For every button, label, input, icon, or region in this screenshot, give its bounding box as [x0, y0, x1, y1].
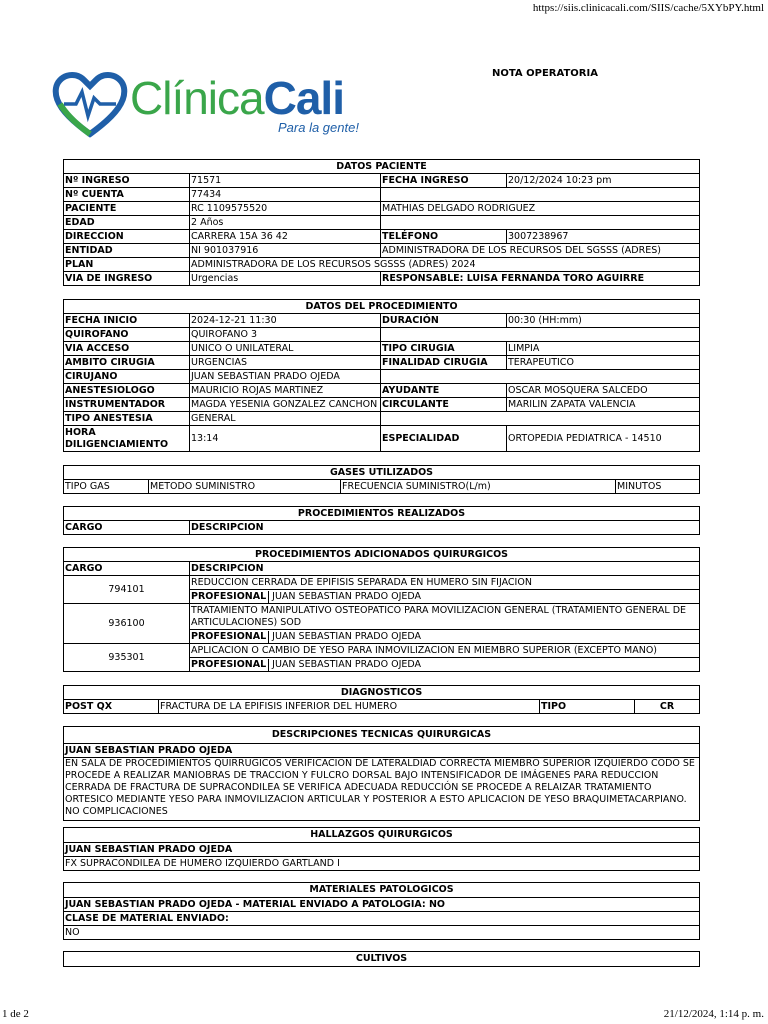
procedure-description: APLICACION O CAMBIO DE YESO PARA INMOVILIZACION EN MIEMBRO SUPERIOR (EXCEPTO MANO)	[190, 644, 700, 658]
section-header: MATERIALES PATOLOGICOS	[64, 883, 700, 898]
value: JUAN SEBASTIAN PRADO OJEDA	[190, 370, 381, 384]
clase-material-value: NO	[64, 926, 700, 940]
label: DURACIÓN	[381, 314, 507, 328]
label: CIRCULANTE	[381, 398, 507, 412]
value: 3007238967	[507, 230, 700, 244]
responsable: RESPONSABLE: LUISA FERNANDA TORO AGUIRRE	[381, 272, 700, 286]
surgeon-name: JUAN SEBASTIAN PRADO OJEDA	[64, 843, 700, 857]
label: PLAN	[64, 258, 190, 272]
table-row	[64, 328, 700, 342]
logo-wordmark: ClínicaCali	[130, 72, 344, 124]
procedure-description: TRATAMIENTO MANIPULATIVO OSTEOPATICO PARA MOVILIZACION GENERAL (TRATAMIENTO GENERAL DE ARTICULACIONES) SOD	[190, 604, 700, 630]
logo-tagline: Para la gente!	[278, 120, 359, 135]
value: 2 Años	[190, 216, 381, 230]
materiales-table	[63, 882, 700, 940]
table-row	[64, 258, 700, 272]
table-row	[64, 342, 700, 356]
value: 71571	[190, 174, 381, 188]
table-row	[64, 272, 700, 286]
cargo-code: 935301	[64, 644, 190, 672]
table-row	[64, 926, 700, 940]
value: URGENCIAS	[190, 356, 381, 370]
label: VIA ACCESO	[64, 342, 190, 356]
value: ORTOPEDIA PEDIATRICA - 14510	[507, 426, 700, 452]
table-row	[64, 426, 700, 452]
table-row	[64, 412, 700, 426]
profesional-name: JUAN SEBASTIAN PRADO OJEDA	[272, 658, 422, 670]
profesional-label: PROFESIONAL	[191, 631, 269, 643]
table-row	[64, 356, 700, 370]
table-row	[64, 202, 700, 216]
value: RC 1109575520	[190, 202, 381, 216]
table-row	[64, 562, 700, 576]
section-header: DIAGNOSTICOS	[64, 686, 700, 700]
surgeon-name: JUAN SEBASTIAN PRADO OJEDA	[64, 744, 700, 758]
datos-paciente-table	[63, 159, 700, 286]
label: QUIROFANO	[64, 328, 190, 342]
label: TIPO	[540, 700, 635, 714]
value: Urgencias	[190, 272, 381, 286]
label: ENTIDAD	[64, 244, 190, 258]
value: MATHIAS DELGADO RODRIGUEZ	[381, 202, 700, 216]
procedure-description: REDUCCION CERRADA DE EPIFISIS SEPARADA EN HUMERO SIN FIJACION	[190, 576, 700, 590]
tipo-value: CR	[635, 700, 700, 714]
value: 77434	[190, 188, 381, 202]
table-row	[64, 857, 700, 871]
value: MAGDA YESENIA GONZALEZ CANCHON	[190, 398, 381, 412]
table-row	[64, 244, 700, 258]
procedimiento-table	[63, 299, 700, 452]
table-row	[64, 480, 700, 494]
value: ADMINISTRADORA DE LOS RECURSOS SGSSS (ADRES) 2024	[190, 258, 700, 272]
value: UNICO O UNILATERAL	[190, 342, 381, 356]
section-header: PROCEDIMIENTOS REALIZADOS	[64, 507, 700, 521]
label: TELÉFONO	[381, 230, 507, 244]
table-row	[64, 843, 700, 857]
label: HORA DILIGENCIAMIENTO	[64, 426, 190, 452]
section-header: DESCRIPCIONES TECNICAS QUIRURGICAS	[64, 727, 700, 744]
label: ESPECIALIDAD	[381, 426, 507, 452]
profesional-label: PROFESIONAL	[191, 591, 269, 603]
col-header: METODO SUMINISTRO	[149, 480, 341, 494]
value: MAURICIO ROJAS MARTINEZ	[190, 384, 381, 398]
value: NI 901037916	[190, 244, 381, 258]
label: INSTRUMENTADOR	[64, 398, 190, 412]
table-row	[64, 604, 700, 630]
section-header: DATOS PACIENTE	[64, 160, 700, 174]
realizados-table	[63, 506, 700, 535]
value: 20/12/2024 10:23 pm	[507, 174, 700, 188]
col-header: CARGO	[64, 562, 190, 576]
label: TIPO ANESTESIA	[64, 412, 190, 426]
label: FECHA INGRESO	[381, 174, 507, 188]
value: CARRERA 15A 36 42	[190, 230, 381, 244]
page-number: 1 de 2	[2, 1008, 29, 1020]
table-row	[64, 174, 700, 188]
gases-table	[63, 465, 700, 494]
label: AYUDANTE	[381, 384, 507, 398]
descripciones-table	[63, 726, 700, 821]
label: FINALIDAD CIRUGIA	[381, 356, 507, 370]
label: CIRUJANO	[64, 370, 190, 384]
page-url: https://siis.clinicacali.com/SIIS/cache/5XYbPY.html	[532, 2, 764, 14]
clase-material-label: CLASE DE MATERIAL ENVIADO:	[64, 912, 700, 926]
label: VIA DE INGRESO	[64, 272, 190, 286]
table-row	[64, 898, 700, 912]
profesional-cell	[190, 590, 700, 604]
value: 13:14	[190, 426, 381, 452]
table-row	[64, 230, 700, 244]
col-header: DESCRIPCION	[190, 521, 700, 535]
value: QUIROFANO 3	[190, 328, 381, 342]
label: ANESTESIOLOGO	[64, 384, 190, 398]
material-enviado: JUAN SEBASTIAN PRADO OJEDA - MATERIAL ENVIADO A PATOLOGIA: NO	[64, 898, 700, 912]
label: AMBITO CIRUGIA	[64, 356, 190, 370]
label: PACIENTE	[64, 202, 190, 216]
value: LIMPIA	[507, 342, 700, 356]
clinica-cali-logo	[52, 70, 382, 140]
value: 00:30 (HH:mm)	[507, 314, 700, 328]
table-row	[64, 314, 700, 328]
section-header: GASES UTILIZADOS	[64, 466, 700, 480]
section-header: PROCEDIMIENTOS ADICIONADOS QUIRURGICOS	[64, 548, 700, 562]
table-row	[64, 521, 700, 535]
value: OSCAR MOSQUERA SALCEDO	[507, 384, 700, 398]
profesional-cell	[190, 658, 700, 672]
table-row	[64, 188, 700, 202]
cargo-code: 794101	[64, 576, 190, 604]
value: GENERAL	[190, 412, 381, 426]
profesional-cell	[190, 630, 700, 644]
value: MARILIN ZAPATA VALENCIA	[507, 398, 700, 412]
profesional-name: JUAN SEBASTIAN PRADO OJEDA	[272, 590, 422, 602]
label: TIPO CIRUGIA	[381, 342, 507, 356]
document-title: NOTA OPERATORIA	[492, 68, 598, 79]
col-header: MINUTOS	[616, 480, 700, 494]
heart-pulse-icon	[52, 70, 128, 138]
hallazgos-table	[63, 827, 700, 871]
col-header: CARGO	[64, 521, 190, 535]
table-row	[64, 216, 700, 230]
section-header: HALLAZGOS QUIRURGICOS	[64, 828, 700, 843]
profesional-label: PROFESIONAL	[191, 659, 269, 671]
col-header: FRECUENCIA SUMINISTRO(L/m)	[341, 480, 616, 494]
adicionados-table	[63, 547, 700, 672]
table-row	[64, 398, 700, 412]
label: FECHA INICIO	[64, 314, 190, 328]
table-row	[64, 700, 700, 714]
cargo-code: 936100	[64, 604, 190, 644]
table-row	[64, 370, 700, 384]
table-row	[64, 744, 700, 758]
technical-description: EN SALA DE PROCEDIMIENTOS QUIRRUGICOS VERIFICACION DE LATERALDIAD CORRECTA MIEMBRO SUPERIOR IZQUIERDO CODO SE PROCEDE A REALIZAR MANIOBRAS DE TRACCION Y FULCRO DORSAL BAJO INTENSIFICADOR DE IMÁGENES PARA REDUCCION CERRADA DE FRACTURA DE SUPRACONDILEA SE VERIFICA ADECUADA REDUCCIÓN SE PROCEDE A RELAIZAR TRATAMIENTO ORTESICO MEDIANTE YESO PARA INMOVILIZACION ARTICULAR Y POSTERIOR A ESTO APLICACION DE YESO BRAQUIMETACARPIANO. NO COMPLICACIONES	[64, 758, 700, 821]
cultivos-table	[63, 951, 700, 967]
col-header: DESCRIPCION	[190, 562, 700, 576]
profesional-name: JUAN SEBASTIAN PRADO OJEDA	[272, 630, 422, 642]
table-row	[64, 576, 700, 590]
col-header: TIPO GAS	[64, 480, 149, 494]
label: Nº INGRESO	[64, 174, 190, 188]
table-row	[64, 912, 700, 926]
findings-text: FX SUPRACONDILEA DE HUMERO IZQUIERDO GARTLAND I	[64, 857, 700, 871]
label: POST QX	[64, 700, 159, 714]
section-header: CULTIVOS	[64, 952, 700, 967]
value: TERAPEUTICO	[507, 356, 700, 370]
diagnosticos-table	[63, 685, 700, 714]
table-row	[64, 758, 700, 821]
print-datetime: 21/12/2024, 1:14 p. m.	[663, 1008, 764, 1020]
label: EDAD	[64, 216, 190, 230]
label: Nº CUENTA	[64, 188, 190, 202]
section-header: DATOS DEL PROCEDIMIENTO	[64, 300, 700, 314]
table-row	[64, 384, 700, 398]
value: ADMINISTRADORA DE LOS RECURSOS DEL SGSSS (ADRES)	[381, 244, 700, 258]
table-row	[64, 644, 700, 658]
value: 2024-12-21 11:30	[190, 314, 381, 328]
label: DIRECCION	[64, 230, 190, 244]
diagnosis: FRACTURA DE LA EPIFISIS INFERIOR DEL HUMERO	[159, 700, 540, 714]
